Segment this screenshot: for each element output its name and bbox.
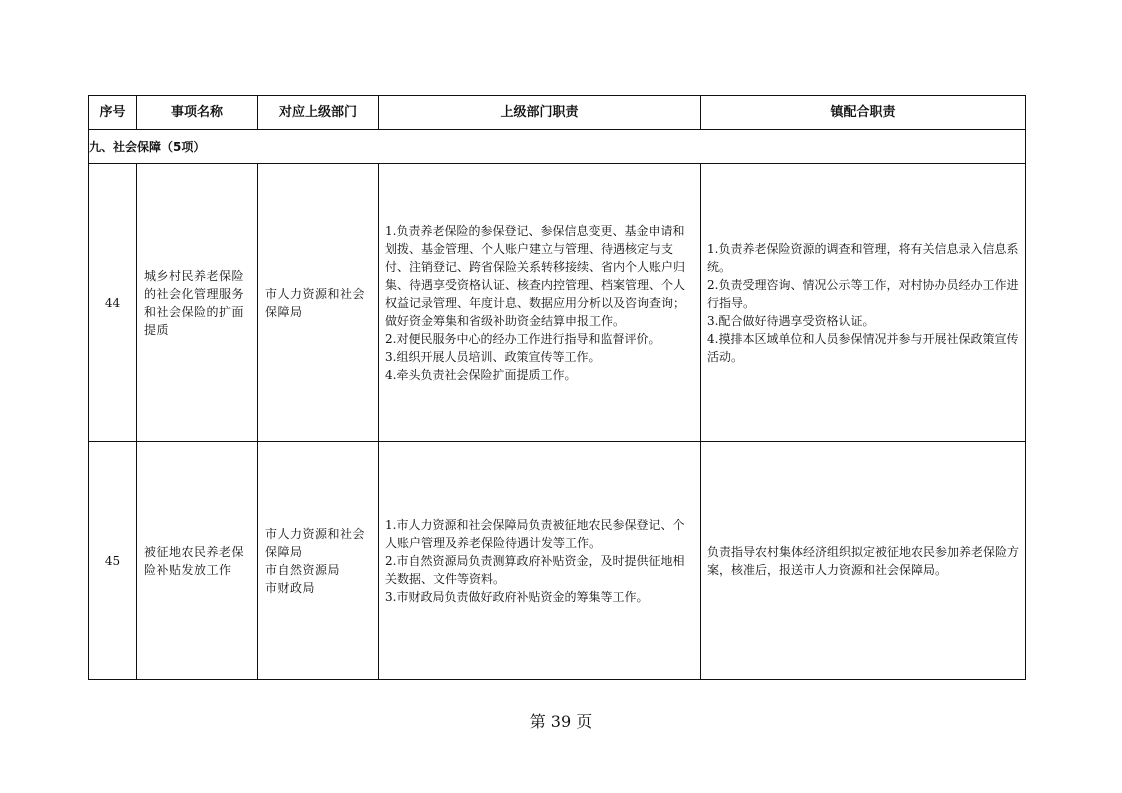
header-item-name: 事项名称 <box>137 96 258 130</box>
table-row <box>89 442 1026 680</box>
page-number: 第 39 页 <box>529 712 593 731</box>
responsibility-line: 1.负责养老保险的参保登记、参保信息变更、基金申请和划拨、基金管理、个人账户建立与管理、待遇核定与支付、注销登记、跨省保险关系转移接续、省内个人账户归集、待遇享受资格认证、核查内控管理、档案管理、个人权益记录管理、年度计息、数据应用分析以及咨询查询；做好资金筹集和省级补助资金结算申报工作。 <box>385 223 686 328</box>
row-number: 45 <box>89 442 137 680</box>
department-line: 市自然资源局 <box>265 562 341 577</box>
item-name: 城乡村民养老保险的社会化管理服务和社会保险的扩面提质 <box>137 164 258 442</box>
responsibility-line: 2.对便民服务中心的经办工作进行指导和监督评价。 <box>385 331 661 346</box>
responsibility-line: 3.组织开展人员培训、政策宣传等工作。 <box>385 349 601 364</box>
responsibility-line: 4.牵头负责社会保险扩面提质工作。 <box>385 367 577 382</box>
upper-responsibility <box>379 164 701 442</box>
row-number: 44 <box>89 164 137 442</box>
upper-department <box>258 164 379 442</box>
responsibility-line: 负责指导农村集体经济组织拟定被征地农民参加养老保险方案，核准后，报送市人力资源和社会保障局。 <box>707 544 1020 577</box>
table-header-row <box>89 96 1026 130</box>
section-title: 九、社会保障（5项） <box>89 130 1026 164</box>
department-line: 市人力资源和社会保障局 <box>265 286 366 319</box>
header-town-responsibility: 镇配合职责 <box>701 96 1026 130</box>
town-responsibility <box>701 442 1026 680</box>
responsibility-line: 4.摸排本区域单位和人员参保情况并参与开展社保政策宣传活动。 <box>707 331 1019 364</box>
header-upper-responsibility: 上级部门职责 <box>379 96 701 130</box>
department-line: 市人力资源和社会保障局 <box>265 526 366 559</box>
upper-department <box>258 442 379 680</box>
department-line: 市财政局 <box>265 580 316 595</box>
responsibility-line: 1.市人力资源和社会保障局负责被征地农民参保登记、个人账户管理及养老保险待遇计发等工作。 <box>385 517 685 550</box>
responsibility-line: 2.负责受理咨询、情况公示等工作，对村协办员经办工作进行指导。 <box>707 277 1019 310</box>
upper-responsibility <box>379 442 701 680</box>
header-upper-department: 对应上级部门 <box>258 96 379 130</box>
responsibility-line: 3.市财政局负责做好政府补贴资金的筹集等工作。 <box>385 589 649 604</box>
responsibility-table <box>88 95 1026 680</box>
responsibility-line: 2.市自然资源局负责测算政府补贴资金，及时提供征地相关数据、文件等资料。 <box>385 553 685 586</box>
responsibility-line: 1.负责养老保险资源的调查和管理，将有关信息录入信息系统。 <box>707 241 1019 274</box>
responsibility-line: 3.配合做好待遇享受资格认证。 <box>707 313 875 328</box>
section-row <box>89 130 1026 164</box>
table-row <box>89 164 1026 442</box>
item-name: 被征地农民养老保险补贴发放工作 <box>137 442 258 680</box>
town-responsibility <box>701 164 1026 442</box>
header-serial: 序号 <box>89 96 137 130</box>
